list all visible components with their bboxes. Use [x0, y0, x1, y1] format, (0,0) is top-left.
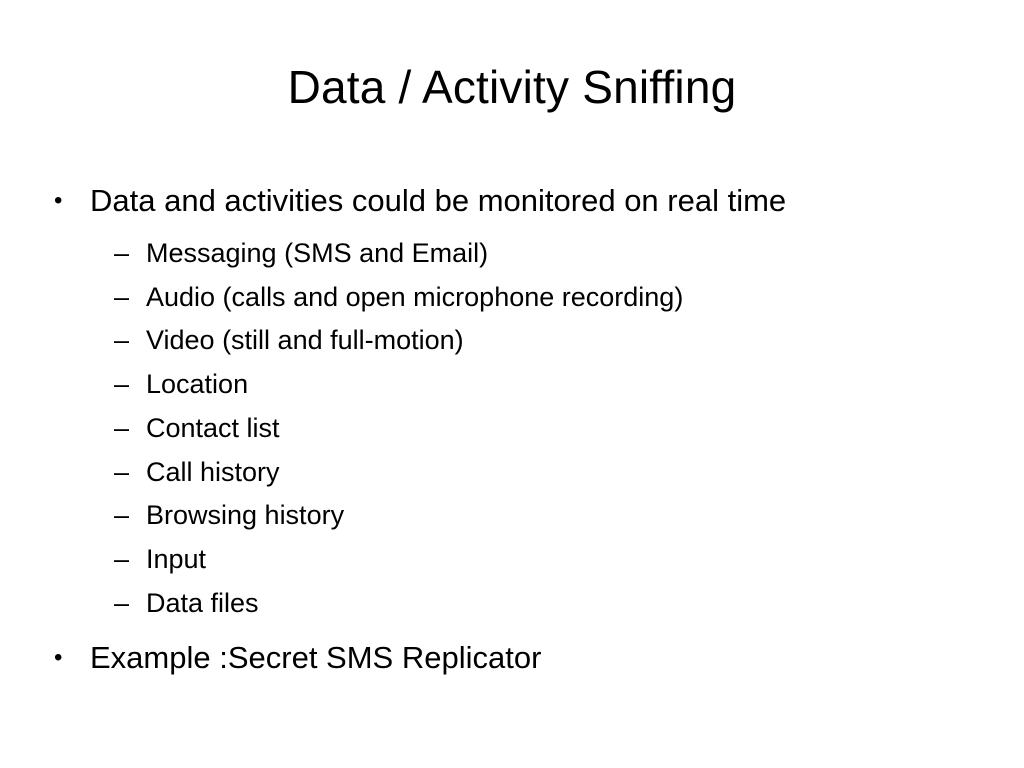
list-item-label: Browsing history: [146, 500, 345, 531]
bullet-text: Example :Secret SMS Replicator: [90, 640, 542, 676]
list-item-label: Audio (calls and open microphone recording): [146, 281, 684, 312]
list-item: [42, 363, 982, 407]
dash-glyph-icon: –: [114, 237, 130, 268]
bullet-item: [42, 178, 982, 224]
list-item: [42, 232, 982, 276]
sub-bullet-list: [42, 232, 982, 626]
bullet-item: [42, 635, 982, 681]
list-item: [42, 407, 982, 451]
dash-glyph-icon: –: [114, 325, 130, 356]
dash-glyph-icon: –: [114, 281, 130, 312]
dash-glyph-icon: –: [114, 544, 130, 575]
list-item: [42, 451, 982, 495]
list-item: [42, 494, 982, 538]
list-item-label: Messaging (SMS and Email): [146, 237, 489, 268]
list-item: [42, 319, 982, 363]
page-title: Data / Activity Sniffing: [287, 61, 737, 113]
bullet-text: Data and activities could be monitored on real time: [90, 183, 787, 218]
list-item: [42, 276, 982, 320]
list-item-label: Data files: [146, 587, 259, 618]
list-item-label: Input: [146, 544, 207, 575]
bullet-glyph-icon: •: [54, 644, 63, 672]
list-item-label: Contact list: [146, 412, 280, 443]
list-item-label: Video (still and full-motion): [146, 325, 464, 356]
list-item: [42, 582, 982, 626]
dash-glyph-icon: –: [114, 587, 130, 618]
dash-glyph-icon: –: [114, 412, 130, 443]
dash-glyph-icon: –: [114, 369, 130, 400]
dash-glyph-icon: –: [114, 456, 130, 487]
bullet-glyph-icon: •: [54, 187, 63, 214]
list-item-label: Call history: [146, 456, 280, 487]
slide-body: [42, 178, 982, 683]
list-item: [42, 538, 982, 582]
dash-glyph-icon: –: [114, 500, 130, 531]
list-item-label: Location: [146, 369, 249, 400]
